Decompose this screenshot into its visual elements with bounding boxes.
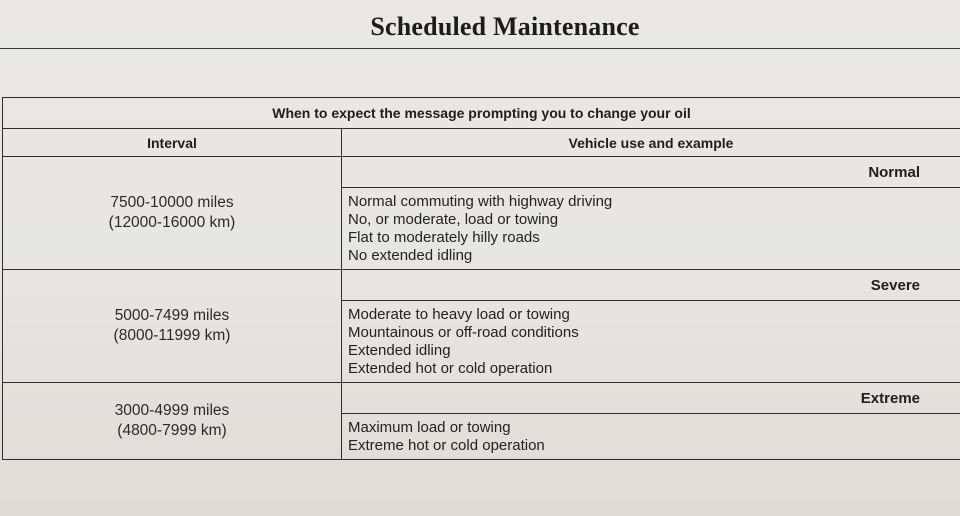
interval-km: (4800-7999 km) — [117, 422, 227, 439]
usage-example: Moderate to heavy load or towing — [348, 306, 570, 323]
usage-example: Mountainous or off-road conditions — [348, 324, 579, 341]
usage-example: Extended hot or cold operation — [348, 360, 553, 377]
interval-cell-severe — [3, 270, 342, 383]
usage-cell-normal — [342, 188, 960, 270]
category-extreme: Extreme — [342, 383, 960, 414]
table-caption-row — [3, 98, 960, 129]
interval-miles: 7500-10000 miles — [110, 194, 234, 211]
table-caption: When to expect the message prompting you to change your oil — [3, 98, 960, 129]
interval-km: (8000-11999 km) — [113, 327, 231, 344]
interval-km: (12000-16000 km) — [108, 214, 236, 231]
usage-example: Extreme hot or cold operation — [348, 437, 545, 454]
usage-cell-extreme — [342, 414, 960, 460]
interval-miles: 3000-4999 miles — [114, 402, 230, 419]
header-vehicle-use: Vehicle use and example — [342, 129, 960, 157]
table-header-row — [3, 129, 960, 157]
interval-miles: 5000-7499 miles — [114, 307, 230, 324]
usage-example: Extended idling — [348, 342, 451, 359]
header-interval: Interval — [3, 129, 342, 157]
interval-cell-extreme — [3, 383, 342, 460]
oil-change-table — [2, 97, 960, 460]
category-severe: Severe — [342, 270, 960, 301]
table-row — [3, 270, 960, 301]
table-row — [3, 157, 960, 188]
table-row — [3, 383, 960, 414]
usage-example: Normal commuting with highway driving — [348, 193, 613, 210]
page-title: Scheduled Maintenance — [370, 12, 640, 41]
title-divider — [0, 48, 960, 49]
interval-cell-normal — [3, 157, 342, 270]
category-normal: Normal — [342, 157, 960, 188]
usage-cell-severe — [342, 301, 960, 383]
usage-example: Flat to moderately hilly roads — [348, 229, 540, 246]
usage-example: Maximum load or towing — [348, 419, 511, 436]
usage-example: No, or moderate, load or towing — [348, 211, 559, 228]
usage-example: No extended idling — [348, 247, 473, 264]
